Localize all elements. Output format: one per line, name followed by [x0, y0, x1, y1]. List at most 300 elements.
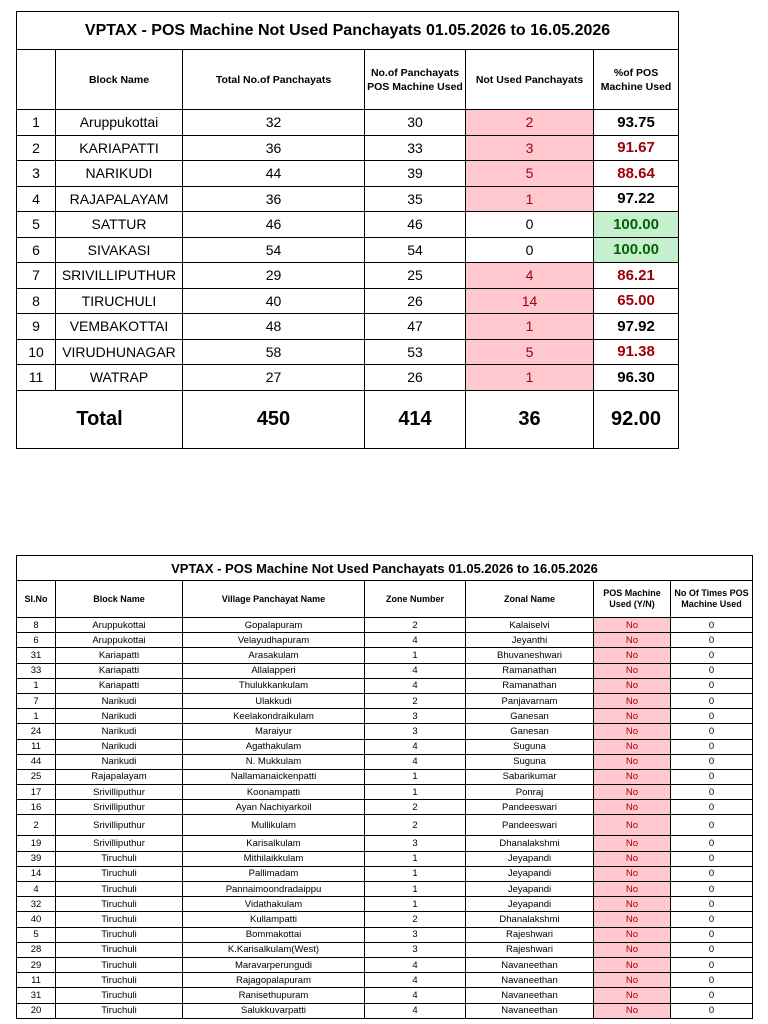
zone-number-cell: 4 — [365, 754, 466, 769]
serial-number-cell: 1 — [17, 678, 56, 693]
used-panchayats-cell: 53 — [365, 339, 466, 365]
block-name-cell: Tiruchuli — [56, 866, 183, 881]
summary-header-cell: Total No.of Panchayats — [183, 50, 365, 110]
zone-number-cell: 1 — [365, 897, 466, 912]
pos-used-cell: No — [594, 800, 671, 815]
detail-body — [17, 618, 753, 1019]
times-used-cell: 0 — [671, 957, 753, 972]
times-used-cell: 0 — [671, 800, 753, 815]
pos-used-cell: No — [594, 927, 671, 942]
summary-body — [17, 110, 679, 449]
not-used-cell: 1 — [466, 186, 594, 212]
block-name-cell: Aruppukottai — [56, 633, 183, 648]
not-used-cell: 2 — [466, 110, 594, 136]
summary-header-cell — [17, 50, 56, 110]
zone-number-cell: 4 — [365, 739, 466, 754]
pos-used-cell: No — [594, 866, 671, 881]
serial-number-cell: 25 — [17, 769, 56, 784]
pos-used-cell: No — [594, 851, 671, 866]
summary-row — [17, 288, 679, 314]
zonal-name-cell: Jeyapandi — [466, 882, 594, 897]
used-panchayats-cell: 46 — [365, 212, 466, 238]
total-panchayats-cell: 40 — [183, 288, 365, 314]
pos-used-cell: No — [594, 912, 671, 927]
times-used-cell: 0 — [671, 739, 753, 754]
percent-used-cell: 100.00 — [594, 212, 679, 238]
percent-used-cell: 91.67 — [594, 135, 679, 161]
total-label: Total — [17, 390, 183, 448]
times-used-cell: 0 — [671, 942, 753, 957]
village-panchayat-cell: Mithilaikkulam — [183, 851, 365, 866]
zone-number-cell: 2 — [365, 618, 466, 633]
village-panchayat-cell: Pannaimoondradaippu — [183, 882, 365, 897]
detail-header-cell: Zonal Name — [466, 581, 594, 618]
village-panchayat-cell: Keelakondraikulam — [183, 709, 365, 724]
serial-number-cell: 31 — [17, 988, 56, 1003]
block-name-cell: SRIVILLIPUTHUR — [56, 263, 183, 289]
zonal-name-cell: Rajeshwari — [466, 942, 594, 957]
block-name-cell: VIRUDHUNAGAR — [56, 339, 183, 365]
serial-number-cell: 17 — [17, 785, 56, 800]
times-used-cell: 0 — [671, 912, 753, 927]
detail-row — [17, 633, 753, 648]
percent-used-cell: 97.22 — [594, 186, 679, 212]
zone-number-cell: 4 — [365, 973, 466, 988]
block-name-cell: Rajapalayam — [56, 769, 183, 784]
summary-header-cell: No.of Panchayats POS Machine Used — [365, 50, 466, 110]
detail-row — [17, 648, 753, 663]
zonal-name-cell: Jeyanthi — [466, 633, 594, 648]
detail-row — [17, 866, 753, 881]
percent-used-cell: 97.92 — [594, 314, 679, 340]
serial-number-cell: 5 — [17, 212, 56, 238]
block-name-cell: Tiruchuli — [56, 988, 183, 1003]
times-used-cell: 0 — [671, 709, 753, 724]
times-used-cell: 0 — [671, 785, 753, 800]
detail-row — [17, 957, 753, 972]
detail-row — [17, 897, 753, 912]
village-panchayat-cell: Allalapperi — [183, 663, 365, 678]
detail-row — [17, 618, 753, 633]
summary-table — [16, 11, 679, 449]
used-panchayats-cell: 33 — [365, 135, 466, 161]
block-name-cell: RAJAPALAYAM — [56, 186, 183, 212]
not-used-cell: 1 — [466, 314, 594, 340]
block-name-cell: Tiruchuli — [56, 942, 183, 957]
serial-number-cell: 4 — [17, 882, 56, 897]
zonal-name-cell: Ganesan — [466, 709, 594, 724]
village-panchayat-cell: Agathakulam — [183, 739, 365, 754]
total-panchayats-cell: 32 — [183, 110, 365, 136]
serial-number-cell: 29 — [17, 957, 56, 972]
total-panchayats-sum: 450 — [183, 390, 365, 448]
block-name-cell: Kariapatti — [56, 663, 183, 678]
block-name-cell: Narikudi — [56, 693, 183, 708]
detail-row — [17, 724, 753, 739]
percent-used-cell: 65.00 — [594, 288, 679, 314]
detail-row — [17, 739, 753, 754]
percent-used-cell: 96.30 — [594, 365, 679, 391]
serial-number-cell: 7 — [17, 263, 56, 289]
block-name-cell: Tiruchuli — [56, 957, 183, 972]
block-name-cell: Tiruchuli — [56, 1003, 183, 1018]
times-used-cell: 0 — [671, 648, 753, 663]
pos-used-cell: No — [594, 988, 671, 1003]
village-panchayat-cell: Bommakottai — [183, 927, 365, 942]
block-name-cell: SIVAKASI — [56, 237, 183, 263]
village-panchayat-cell: Rajagopalapuram — [183, 973, 365, 988]
total-panchayats-cell: 54 — [183, 237, 365, 263]
serial-number-cell: 14 — [17, 866, 56, 881]
block-name-cell: WATRAP — [56, 365, 183, 391]
zonal-name-cell: Dhanalakshmi — [466, 836, 594, 851]
total-panchayats-cell: 36 — [183, 186, 365, 212]
summary-header-cell: %of POS Machine Used — [594, 50, 679, 110]
pos-used-cell: No — [594, 633, 671, 648]
total-panchayats-cell: 44 — [183, 161, 365, 187]
detail-row — [17, 754, 753, 769]
serial-number-cell: 10 — [17, 339, 56, 365]
village-panchayat-cell: Velayudhapuram — [183, 633, 365, 648]
detail-row — [17, 927, 753, 942]
block-name-cell: Srivilliputhur — [56, 800, 183, 815]
detail-header-cell: POS Machine Used (Y/N) — [594, 581, 671, 618]
block-name-cell: Aruppukottai — [56, 110, 183, 136]
summary-row — [17, 110, 679, 136]
pos-used-cell: No — [594, 663, 671, 678]
serial-number-cell: 2 — [17, 135, 56, 161]
summary-row — [17, 212, 679, 238]
block-name-cell: Srivilliputhur — [56, 785, 183, 800]
pos-used-cell: No — [594, 957, 671, 972]
times-used-cell: 0 — [671, 866, 753, 881]
serial-number-cell: 24 — [17, 724, 56, 739]
detail-row — [17, 851, 753, 866]
serial-number-cell: 11 — [17, 365, 56, 391]
block-name-cell: Narikudi — [56, 724, 183, 739]
zonal-name-cell: Navaneethan — [466, 988, 594, 1003]
block-name-cell: Narikudi — [56, 709, 183, 724]
detail-row — [17, 709, 753, 724]
summary-header-row — [17, 50, 679, 110]
pos-used-cell: No — [594, 942, 671, 957]
pos-used-cell: No — [594, 739, 671, 754]
serial-number-cell: 7 — [17, 693, 56, 708]
used-panchayats-cell: 26 — [365, 365, 466, 391]
zonal-name-cell: Jeyapandi — [466, 897, 594, 912]
block-name-cell: Kariapatti — [56, 678, 183, 693]
zone-number-cell: 3 — [365, 709, 466, 724]
times-used-cell: 0 — [671, 678, 753, 693]
zone-number-cell: 4 — [365, 988, 466, 1003]
detail-row — [17, 678, 753, 693]
serial-number-cell: 5 — [17, 927, 56, 942]
not-used-sum: 36 — [466, 390, 594, 448]
zone-number-cell: 3 — [365, 942, 466, 957]
total-panchayats-cell: 58 — [183, 339, 365, 365]
detail-header-cell: Block Name — [56, 581, 183, 618]
village-panchayat-cell: Arasakulam — [183, 648, 365, 663]
times-used-cell: 0 — [671, 815, 753, 836]
zonal-name-cell: Dhanalakshmi — [466, 912, 594, 927]
pos-used-cell: No — [594, 785, 671, 800]
used-panchayats-sum: 414 — [365, 390, 466, 448]
village-panchayat-cell: Maraiyur — [183, 724, 365, 739]
pos-used-cell: No — [594, 618, 671, 633]
zone-number-cell: 3 — [365, 724, 466, 739]
zonal-name-cell: Rajeshwari — [466, 927, 594, 942]
not-used-cell: 5 — [466, 161, 594, 187]
times-used-cell: 0 — [671, 663, 753, 678]
block-name-cell: TIRUCHULI — [56, 288, 183, 314]
pos-used-cell: No — [594, 1003, 671, 1018]
pos-used-cell: No — [594, 897, 671, 912]
detail-row — [17, 769, 753, 784]
village-panchayat-cell: Salukkuvarpatti — [183, 1003, 365, 1018]
zone-number-cell: 2 — [365, 800, 466, 815]
percent-used-cell: 91.38 — [594, 339, 679, 365]
summary-row — [17, 135, 679, 161]
total-panchayats-cell: 48 — [183, 314, 365, 340]
summary-title: VPTAX - POS Machine Not Used Panchayats 01.05.2026 to 16.05.2026 — [17, 12, 679, 50]
zonal-name-cell: Jeyapandi — [466, 866, 594, 881]
times-used-cell: 0 — [671, 693, 753, 708]
summary-total-row — [17, 390, 679, 448]
pos-used-cell: No — [594, 678, 671, 693]
block-name-cell: Tiruchuli — [56, 882, 183, 897]
serial-number-cell: 39 — [17, 851, 56, 866]
serial-number-cell: 11 — [17, 973, 56, 988]
pos-used-cell: No — [594, 882, 671, 897]
village-panchayat-cell: Kullampatti — [183, 912, 365, 927]
zone-number-cell: 1 — [365, 769, 466, 784]
zone-number-cell: 2 — [365, 693, 466, 708]
block-name-cell: Srivilliputhur — [56, 836, 183, 851]
serial-number-cell: 1 — [17, 709, 56, 724]
zone-number-cell: 2 — [365, 815, 466, 836]
used-panchayats-cell: 30 — [365, 110, 466, 136]
village-panchayat-cell: Ranisethupuram — [183, 988, 365, 1003]
pos-used-cell: No — [594, 754, 671, 769]
block-name-cell: SATTUR — [56, 212, 183, 238]
pos-used-cell: No — [594, 648, 671, 663]
block-name-cell: Tiruchuli — [56, 973, 183, 988]
zonal-name-cell: Bhuvaneshwari — [466, 648, 594, 663]
pos-used-cell: No — [594, 973, 671, 988]
detail-row — [17, 815, 753, 836]
used-panchayats-cell: 25 — [365, 263, 466, 289]
used-panchayats-cell: 39 — [365, 161, 466, 187]
used-panchayats-cell: 54 — [365, 237, 466, 263]
zonal-name-cell: Jeyapandi — [466, 851, 594, 866]
zonal-name-cell: Ramanathan — [466, 663, 594, 678]
zonal-name-cell: Navaneethan — [466, 1003, 594, 1018]
block-name-cell: Kariapatti — [56, 648, 183, 663]
not-used-cell: 14 — [466, 288, 594, 314]
detail-row — [17, 988, 753, 1003]
zonal-name-cell: Suguna — [466, 739, 594, 754]
serial-number-cell: 28 — [17, 942, 56, 957]
pos-used-cell: No — [594, 693, 671, 708]
block-name-cell: VEMBAKOTTAI — [56, 314, 183, 340]
serial-number-cell: 8 — [17, 288, 56, 314]
village-panchayat-cell: N. Mukkulam — [183, 754, 365, 769]
times-used-cell: 0 — [671, 851, 753, 866]
times-used-cell: 0 — [671, 882, 753, 897]
detail-row — [17, 693, 753, 708]
summary-row — [17, 339, 679, 365]
detail-row — [17, 785, 753, 800]
pos-used-cell: No — [594, 724, 671, 739]
zone-number-cell: 1 — [365, 785, 466, 800]
percent-used-cell: 86.21 — [594, 263, 679, 289]
zonal-name-cell: Suguna — [466, 754, 594, 769]
total-panchayats-cell: 27 — [183, 365, 365, 391]
serial-number-cell: 8 — [17, 618, 56, 633]
detail-row — [17, 942, 753, 957]
not-used-cell: 0 — [466, 237, 594, 263]
zonal-name-cell: Navaneethan — [466, 973, 594, 988]
block-name-cell: Narikudi — [56, 754, 183, 769]
zone-number-cell: 3 — [365, 836, 466, 851]
zone-number-cell: 1 — [365, 851, 466, 866]
detail-row — [17, 663, 753, 678]
village-panchayat-cell: Ulakkudi — [183, 693, 365, 708]
block-name-cell: Aruppukottai — [56, 618, 183, 633]
zonal-name-cell: Navaneethan — [466, 957, 594, 972]
serial-number-cell: 33 — [17, 663, 56, 678]
percent-used-total: 92.00 — [594, 390, 679, 448]
used-panchayats-cell: 47 — [365, 314, 466, 340]
serial-number-cell: 9 — [17, 314, 56, 340]
serial-number-cell: 2 — [17, 815, 56, 836]
detail-row — [17, 800, 753, 815]
percent-used-cell: 100.00 — [594, 237, 679, 263]
serial-number-cell: 40 — [17, 912, 56, 927]
times-used-cell: 0 — [671, 927, 753, 942]
detail-header-cell: Sl.No — [17, 581, 56, 618]
zone-number-cell: 3 — [365, 927, 466, 942]
detail-row — [17, 882, 753, 897]
pos-used-cell: No — [594, 836, 671, 851]
not-used-cell: 3 — [466, 135, 594, 161]
summary-row — [17, 365, 679, 391]
times-used-cell: 0 — [671, 724, 753, 739]
detail-table — [16, 555, 753, 1019]
serial-number-cell: 16 — [17, 800, 56, 815]
zone-number-cell: 2 — [365, 912, 466, 927]
times-used-cell: 0 — [671, 1003, 753, 1018]
total-panchayats-cell: 36 — [183, 135, 365, 161]
zonal-name-cell: Ponraj — [466, 785, 594, 800]
serial-number-cell: 19 — [17, 836, 56, 851]
detail-row — [17, 836, 753, 851]
times-used-cell: 0 — [671, 988, 753, 1003]
detail-header-row — [17, 581, 753, 618]
zone-number-cell: 4 — [365, 678, 466, 693]
block-name-cell: KARIAPATTI — [56, 135, 183, 161]
village-panchayat-cell: Thulukkankulam — [183, 678, 365, 693]
village-panchayat-cell: Gopalapuram — [183, 618, 365, 633]
village-panchayat-cell: Nallamanaickenpatti — [183, 769, 365, 784]
detail-header-cell: No Of Times POS Machine Used — [671, 581, 753, 618]
block-name-cell: Tiruchuli — [56, 927, 183, 942]
detail-row — [17, 912, 753, 927]
summary-row — [17, 314, 679, 340]
detail-row — [17, 1003, 753, 1018]
zone-number-cell: 4 — [365, 663, 466, 678]
summary-row — [17, 161, 679, 187]
serial-number-cell: 31 — [17, 648, 56, 663]
zone-number-cell: 1 — [365, 648, 466, 663]
block-name-cell: Tiruchuli — [56, 851, 183, 866]
village-panchayat-cell: Karisalkulam — [183, 836, 365, 851]
times-used-cell: 0 — [671, 897, 753, 912]
village-panchayat-cell: Pallimadam — [183, 866, 365, 881]
not-used-cell: 5 — [466, 339, 594, 365]
zonal-name-cell: Ramanathan — [466, 678, 594, 693]
serial-number-cell: 6 — [17, 633, 56, 648]
serial-number-cell: 4 — [17, 186, 56, 212]
not-used-cell: 0 — [466, 212, 594, 238]
summary-header-cell: Block Name — [56, 50, 183, 110]
pos-used-cell: No — [594, 769, 671, 784]
total-panchayats-cell: 46 — [183, 212, 365, 238]
zone-number-cell: 4 — [365, 1003, 466, 1018]
zone-number-cell: 4 — [365, 957, 466, 972]
zone-number-cell: 4 — [365, 633, 466, 648]
block-name-cell: Tiruchuli — [56, 912, 183, 927]
used-panchayats-cell: 26 — [365, 288, 466, 314]
serial-number-cell: 3 — [17, 161, 56, 187]
village-panchayat-cell: Ayan Nachiyarkoil — [183, 800, 365, 815]
summary-row — [17, 186, 679, 212]
pos-used-cell: No — [594, 815, 671, 836]
zonal-name-cell: Pandeeswari — [466, 800, 594, 815]
village-panchayat-cell: Maravarperungudi — [183, 957, 365, 972]
percent-used-cell: 88.64 — [594, 161, 679, 187]
block-name-cell: Narikudi — [56, 739, 183, 754]
serial-number-cell: 6 — [17, 237, 56, 263]
serial-number-cell: 32 — [17, 897, 56, 912]
detail-title: VPTAX - POS Machine Not Used Panchayats 01.05.2026 to 16.05.2026 — [17, 556, 753, 581]
serial-number-cell: 1 — [17, 110, 56, 136]
block-name-cell: Srivilliputhur — [56, 815, 183, 836]
total-panchayats-cell: 29 — [183, 263, 365, 289]
village-panchayat-cell: Mullikulam — [183, 815, 365, 836]
village-panchayat-cell: K.Karisalkulam(West) — [183, 942, 365, 957]
block-name-cell: Tiruchuli — [56, 897, 183, 912]
pos-used-cell: No — [594, 709, 671, 724]
zonal-name-cell: Panjavarnam — [466, 693, 594, 708]
detail-row — [17, 973, 753, 988]
block-name-cell: NARIKUDI — [56, 161, 183, 187]
used-panchayats-cell: 35 — [365, 186, 466, 212]
times-used-cell: 0 — [671, 754, 753, 769]
zonal-name-cell: Ganesan — [466, 724, 594, 739]
serial-number-cell: 44 — [17, 754, 56, 769]
times-used-cell: 0 — [671, 769, 753, 784]
times-used-cell: 0 — [671, 618, 753, 633]
percent-used-cell: 93.75 — [594, 110, 679, 136]
summary-header-cell: Not Used Panchayats — [466, 50, 594, 110]
zone-number-cell: 1 — [365, 882, 466, 897]
not-used-cell: 1 — [466, 365, 594, 391]
detail-header-cell: Village Panchayat Name — [183, 581, 365, 618]
zonal-name-cell: Kalaiselvi — [466, 618, 594, 633]
serial-number-cell: 20 — [17, 1003, 56, 1018]
summary-row — [17, 237, 679, 263]
